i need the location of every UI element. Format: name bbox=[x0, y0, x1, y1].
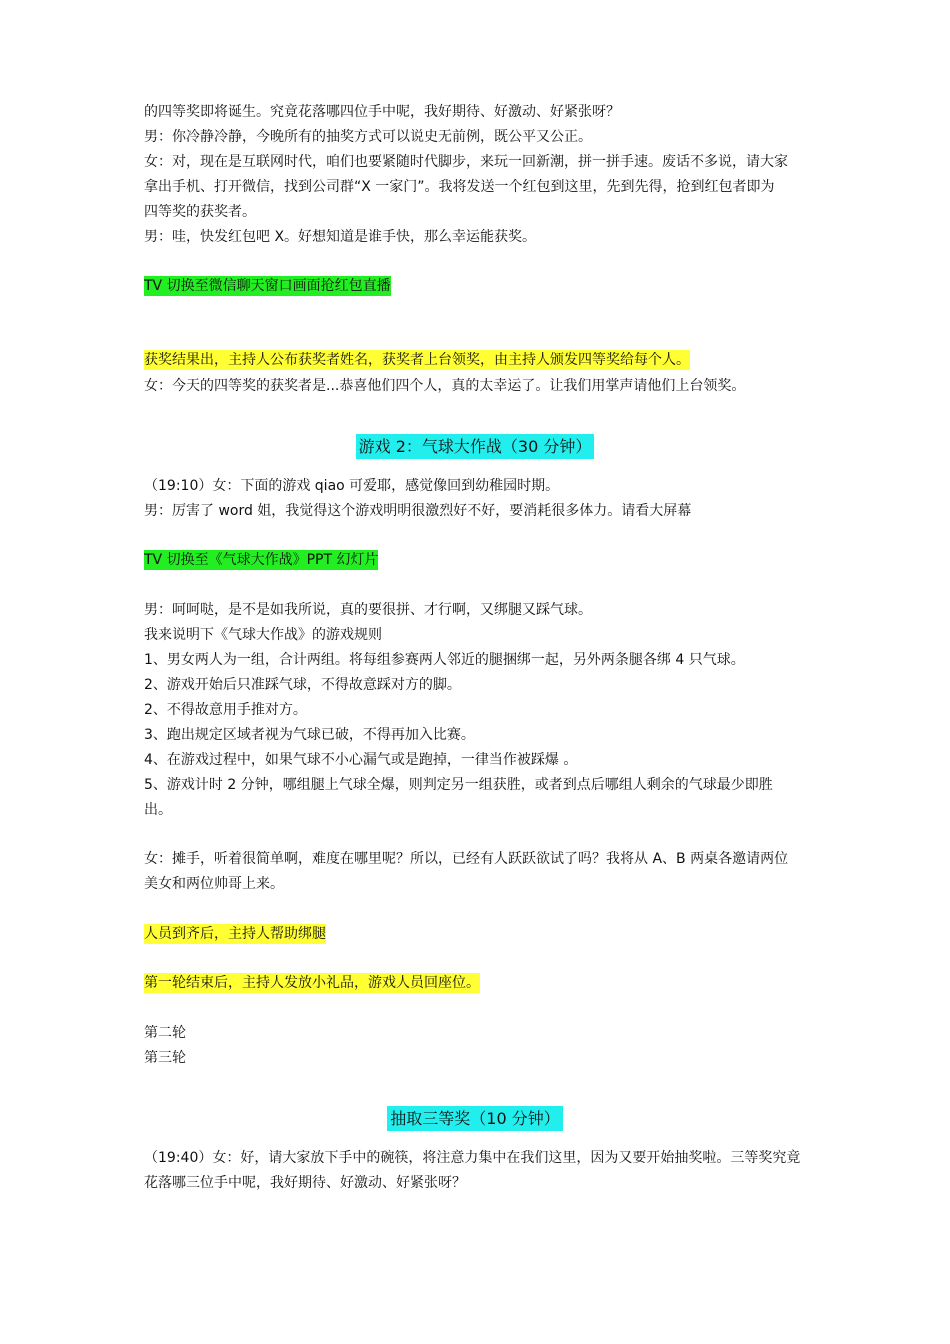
intro-line-6: 男：哇，快发红包吧 X。好想知道是谁手快，那么幸运能获奖。 bbox=[144, 229, 537, 245]
section-title-game2 bbox=[0, 434, 950, 460]
game2-line-2: 男：厉害了 word 姐，我觉得这个游戏明明很激烈好不好，要消耗很多体力。请看大屏幕 bbox=[144, 503, 692, 519]
stage-cue-text: 第一轮结束后，主持人发放小礼品，游戏人员回座位。 bbox=[144, 975, 480, 991]
round-3-label: 第三轮 bbox=[144, 1050, 186, 1066]
intro-line-1: 的四等奖即将诞生。究竟花落哪四位手中呢，我好期待、好激动、好紧张呀？ bbox=[144, 104, 620, 120]
intro-line-4: 拿出手机、打开微信，找到公司群“X 一家门”。我将发送一个红包到这里，先到先得，抢到红包者即为 bbox=[144, 179, 775, 195]
round-2-label: 第二轮 bbox=[144, 1025, 186, 1041]
section-title-prize3 bbox=[0, 1106, 950, 1132]
winners-line: 女：今天的四等奖的获奖者是...恭喜他们四个人，真的太幸运了。让我们用掌声请他们上台领奖。 bbox=[144, 378, 746, 394]
stage-cue-tv-ppt bbox=[144, 550, 378, 570]
stage-cue-tv-red-packet bbox=[144, 276, 391, 296]
rules-line-6: 3、跑出规定区域者视为气球已破，不得再加入比赛。 bbox=[144, 727, 475, 743]
stage-cue-text: 获奖结果出，主持人公布获奖者姓名，获奖者上台领奖，由主持人颁发四等奖给每个人。 bbox=[144, 352, 690, 368]
game2-line-1: （19:10）女：下面的游戏 qiao 可爱耶，感觉像回到幼稚园时期。 bbox=[144, 478, 560, 494]
rules-line-5: 2、不得故意用手推对方。 bbox=[144, 702, 307, 718]
intro-line-2: 男：你冷静冷静，今晚所有的抽奖方式可以说史无前例，既公平又公正。 bbox=[144, 129, 592, 145]
rules-line-2: 我来说明下《气球大作战》的游戏规则 bbox=[144, 627, 382, 643]
stage-cue-text: TV 切换至微信聊天窗口画面抢红包直播 bbox=[144, 278, 391, 294]
rules-line-8: 5、游戏计时 2 分钟，哪组腿上气球全爆，则判定另一组获胜，或者到点后哪组人剩余的气球最少即胜 bbox=[144, 777, 773, 793]
stage-cue-result bbox=[144, 350, 690, 370]
intro-line-3: 女：对，现在是互联网时代，咱们也要紧随时代脚步，来玩一回新潮，拼一拼手速。废话不多说，请大家 bbox=[144, 154, 788, 170]
prize3-line-1: （19:40）女：好，请大家放下手中的碗筷，将注意力集中在我们这里，因为又要开始抽奖啦。三等奖究竟 bbox=[144, 1150, 801, 1166]
intro-line-5: 四等奖的获奖者。 bbox=[144, 204, 256, 220]
section-title-text: 抽取三等奖（10 分钟） bbox=[387, 1106, 562, 1131]
rules-line-3: 1、男女两人为一组，合计两组。将每组参赛两人邻近的腿捆绑一起，另外两条腿各绑 4 只气球。 bbox=[144, 652, 745, 668]
rules-line-9: 出。 bbox=[144, 802, 172, 818]
invite-line-1: 女：摊手，听着很简单啊，难度在哪里呢？所以，已经有人跃跃欲试了吗？我将从 A、B 两桌各邀请两位 bbox=[144, 851, 789, 867]
rules-line-4: 2、游戏开始后只准踩气球，不得故意踩对方的脚。 bbox=[144, 677, 461, 693]
prize3-line-2: 花落哪三位手中呢，我好期待、好激动、好紧张呀？ bbox=[144, 1175, 466, 1191]
rules-line-1: 男：呵呵哒，是不是如我所说，真的要很拼、才行啊，又绑腿又踩气球。 bbox=[144, 602, 592, 618]
invite-line-2: 美女和两位帅哥上来。 bbox=[144, 876, 284, 892]
rules-line-7: 4、在游戏过程中，如果气球不小心漏气或是跑掉，一律当作被踩爆 。 bbox=[144, 752, 578, 768]
stage-cue-text: TV 切换至《气球大作战》PPT 幻灯片 bbox=[144, 552, 379, 568]
section-title-text: 游戏 2：气球大作战（30 分钟） bbox=[356, 434, 595, 459]
stage-cue-tie-legs bbox=[144, 924, 326, 944]
stage-cue-round1-end bbox=[144, 973, 480, 993]
stage-cue-text: 人员到齐后，主持人帮助绑腿 bbox=[144, 926, 326, 942]
